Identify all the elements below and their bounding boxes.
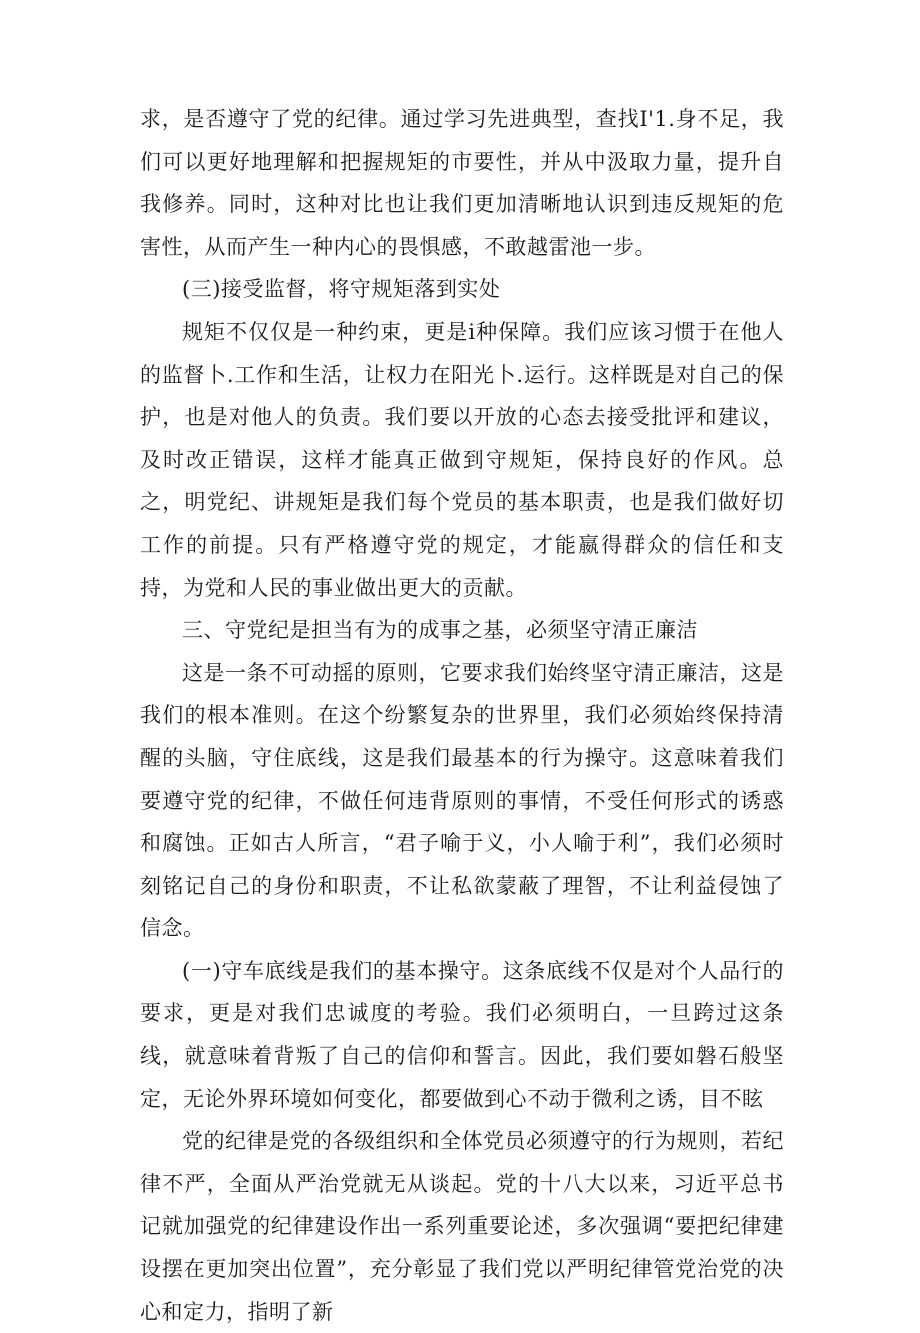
paragraph-integrity: 这是一条不可动摇的原则，它要求我们始终坚守清正廉洁，这是我们的根本准则。在这个纷繁复杂的世界里，我们必须始终保持清醒的头脑，守住底线，这是我们最基本的行为操守。这意味着我们要遵守党的纪律，不做任何违背原则的事情，不受任何形式的诱惑和腐蚀。正如古人所言，“君子喻于义，小人喻于利”，我们必须时刻铭记自己的身份和职责，不让私欲蒙蔽了理智，不让利益侵蚀了信念。 bbox=[140, 660, 784, 941]
paragraph-continuation: 求，是否遵守了党的纪律。通过学习先进典型，查找I'1.身不足，我们可以更好地理解和把握规矩的市要性，并从中汲取力量，提升自我修养。同时，这种对比也让我们更加清晰地认识到违反规矩的危害性，从而产生一种内心的畏惧感，不敢越雷池一步。 bbox=[140, 107, 784, 259]
section-heading-integrity: 三、守党纪是担当有为的成事之基，必须坚守清正廉洁 bbox=[182, 618, 698, 643]
document-body bbox=[140, 98, 784, 1333]
paragraph-supervision: 规矩不仅仅是一种约束，更是i种保障。我们应该习惯于在他人的监督卜.工作和生活，让权力在阳光卜.运行。这样既是对自己的保护，也是对他人的负责。我们要以开放的心态去接受批评和建议，及时改正错误，这样才能真正做到守规矩，保持良好的作风。总之，明党纪、讲规矩是我们每个党员的基本职责，也是我们做好切工作的前提。只有严格遵守党的规定，才能嬴得群众的信任和支持，为党和人民的事业做出更大的贡献。 bbox=[140, 319, 784, 600]
paragraph-party-discipline: 党的纪律是党的各级组织和全体党员必须遵守的行为规则，若纪律不严，全面从严治党就无从谈起。党的十八大以来，习近平总书记就加强党的纪律建设作出一系列重要论述，多次强调“要把纪律建设摆在更加突出位置”，充分彰显了我们党以严明纪律管党治党的决心和定力，指明了新 bbox=[140, 1129, 784, 1324]
paragraph-bottom-line: (一)守车底线是我们的基本操守。这条底线不仅是对个人品行的要求，更是对我们忠诚度的考验。我们必须明白，一旦跨过这条线，就意味着背叛了自己的信仰和誓言。因此，我们要如磐石般坚定，无论外界环境如何变化，都要做到心不动于微利之诱，目不眩 bbox=[140, 958, 784, 1111]
section-heading-supervision: (三)接受监督，将守规矩落到实处 bbox=[182, 277, 501, 302]
